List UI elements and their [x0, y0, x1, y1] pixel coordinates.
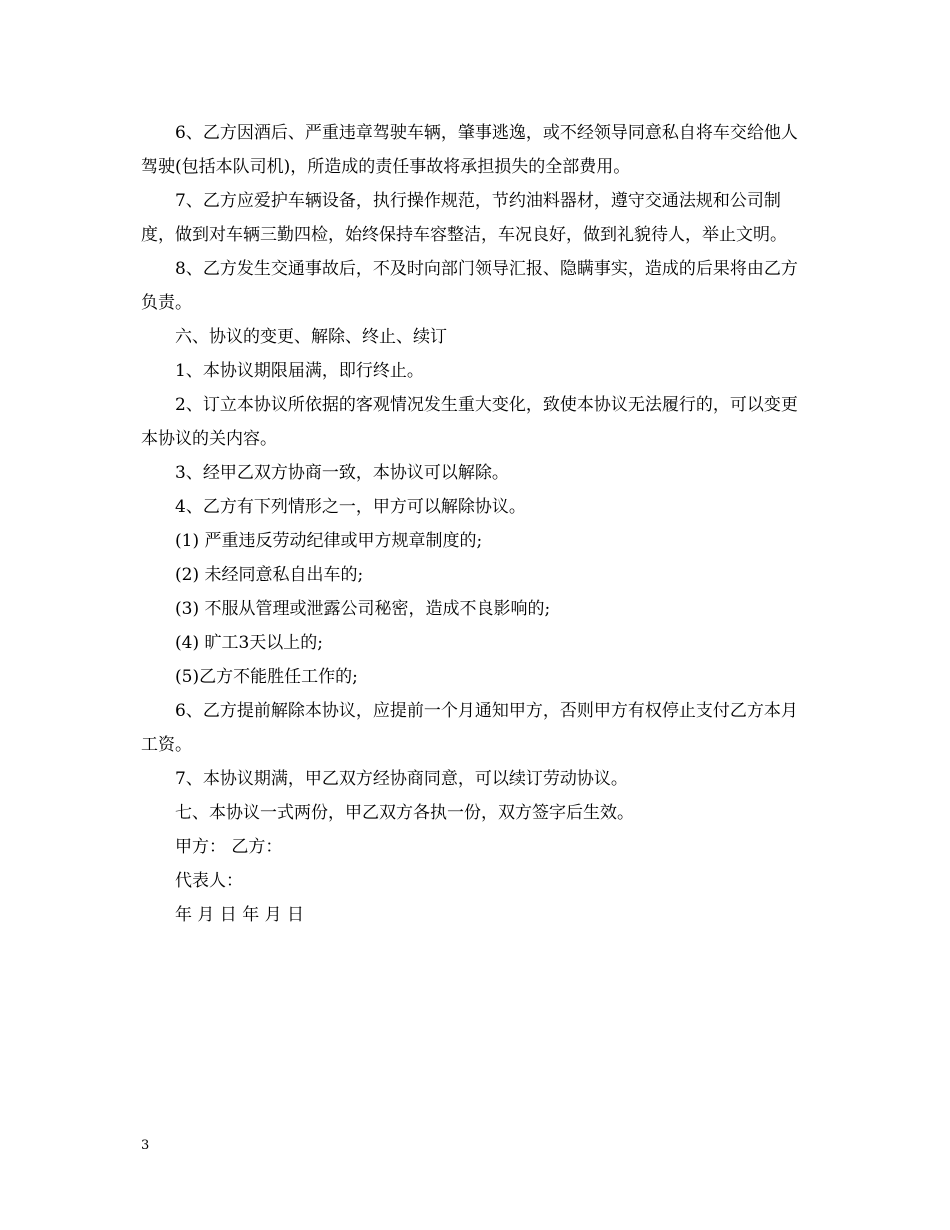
section-heading-7: 七、本协议一式两份，甲乙双方各执一份，双方签字后生效。: [175, 803, 634, 823]
paragraph-termination-1: 1、本协议期限届满，即行终止。: [175, 361, 424, 381]
paragraph-termination-2: 2、订立本协议所依据的客观情况发生重大变化，致使本协议无法履行的，可以变更本协议的关内容。: [141, 395, 798, 449]
section-heading-6: 六、协议的变更、解除、终止、续订: [175, 327, 447, 347]
paragraph-termination-3: 3、经甲乙双方协商一致，本协议可以解除。: [175, 463, 509, 483]
signature-date-line: 年 月 日 年 月 日: [175, 905, 305, 925]
paragraph-clause-6-drunk-driving: 6、乙方因酒后、严重违章驾驶车辆，肇事逃逸，或不经领导同意私自将车交给他人驾驶(包括本队司机)，所造成的责任事故将承担损失的全部费用。: [141, 123, 798, 177]
paragraph-termination-6: 6、乙方提前解除本协议，应提前一个月通知甲方，否则甲方有权停止支付乙方本月工资。: [141, 701, 798, 755]
paragraph-termination-7: 7、本协议期满，甲乙双方经协商同意，可以续订劳动协议。: [175, 769, 628, 789]
list-item-condition-1: (1) 严重违反劳动纪律或甲方规章制度的;: [175, 531, 483, 551]
list-item-condition-4: (4) 旷工3天以上的;: [175, 633, 324, 653]
list-item-condition-5: (5)乙方不能胜任工作的;: [175, 667, 358, 687]
signature-representative-line: 代表人：: [175, 871, 243, 891]
document-body: [141, 116, 811, 932]
list-item-condition-2: (2) 未经同意私自出车的;: [175, 565, 364, 585]
page-number: 3: [141, 1138, 150, 1153]
list-item-condition-3: (3) 不服从管理或泄露公司秘密，造成不良影响的;: [175, 599, 551, 619]
paragraph-clause-7-vehicle-care: 7、乙方应爱护车辆设备，执行操作规范，节约油料器材，遵守交通法规和公司制度，做到对车辆三勤四检，始终保持车容整洁，车况良好，做到礼貌待人，举止文明。: [141, 191, 787, 245]
signature-parties-line: 甲方： 乙方：: [175, 837, 283, 857]
paragraph-termination-4: 4、乙方有下列情形之一，甲方可以解除协议。: [175, 497, 526, 517]
paragraph-clause-8-accident-report: 8、乙方发生交通事故后，不及时向部门领导汇报、隐瞒事实，造成的后果将由乙方负责。: [141, 259, 798, 313]
